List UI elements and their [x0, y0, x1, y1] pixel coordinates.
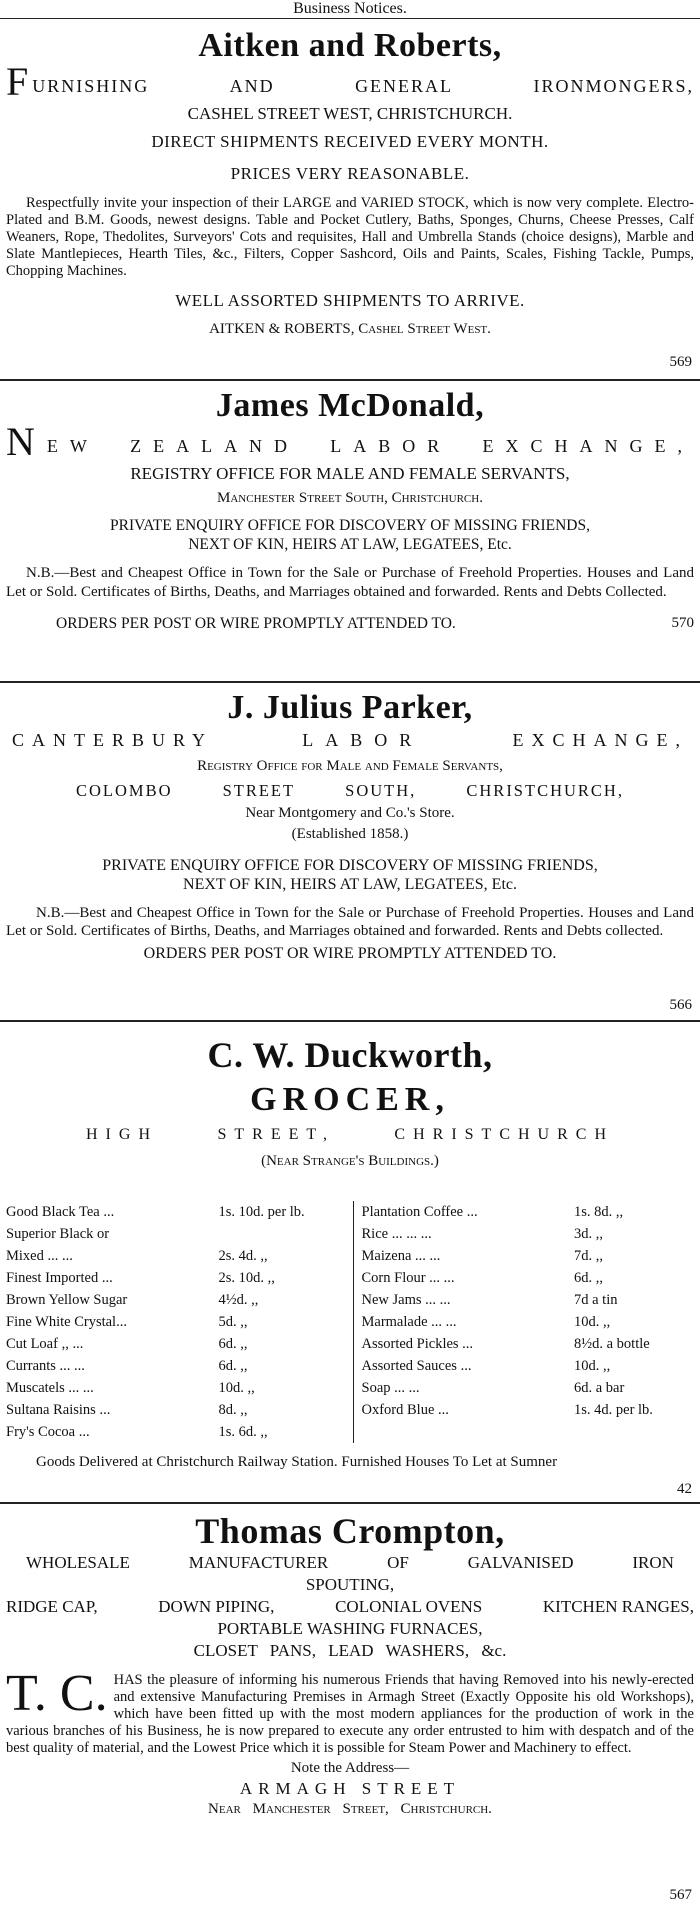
ad4-price-list	[6, 1201, 694, 1443]
ad3-trade-word-2: EXCHANGE,	[512, 730, 688, 750]
price-item: Muscatels ... ...	[6, 1380, 94, 1396]
ad1-name: Aitken and Roberts,	[198, 27, 502, 64]
running-head: Business Notices.	[0, 0, 700, 19]
ad4-trade: GROCER,	[250, 1081, 450, 1118]
price-row	[6, 1245, 339, 1267]
ad3-address-word-3: CHRISTCHURCH,	[466, 781, 624, 800]
ad2-orders: ORDERS PER POST OR WIRE PROMPTLY ATTENDED TO.	[56, 615, 456, 632]
price-item: Currants ... ...	[6, 1358, 85, 1374]
price-row	[362, 1223, 695, 1245]
ad4-address-word-0: HIGH	[86, 1126, 158, 1143]
price-item: Plantation Coffee ...	[361, 1204, 478, 1220]
price-row	[362, 1333, 695, 1355]
ad3-trade-word-0: CANTERBURY	[12, 730, 214, 750]
ad3-address-word-1: STREET	[222, 781, 296, 800]
ad2-trade-word-2: LABOR	[330, 436, 452, 456]
price-row	[6, 1201, 339, 1223]
price-value: 3d. ,,	[574, 1226, 603, 1242]
ad1-shipments: DIRECT SHIPMENTS RECEIVED EVERY MONTH.	[151, 132, 549, 151]
price-value: 6d. ,,	[218, 1336, 248, 1352]
price-item: Marmalade ... ...	[361, 1314, 457, 1330]
price-value	[219, 1223, 339, 1245]
ad5-body: HAS the pleasure of informing his numerous Friends that having Removed into his newly-erected and extensive Manufacturing Premises in Armagh Street (Exactly Opposite his old Workshops), which have been fitted up with the most modern appliances for the production of work in the various branches of his Business, he is now prepared to execute any order entrusted to him with despatch and of the best quality of material, and the Lowest Price which it is possible for Steam Power and Machinery to effect.	[6, 1672, 694, 1756]
ad3-address-word-0: COLOMBO	[76, 781, 173, 800]
ad3-trade-line	[6, 729, 694, 751]
ad3-number: 566	[669, 997, 692, 1013]
price-row	[362, 1267, 695, 1289]
price-item: Sultana Raisins ...	[6, 1402, 111, 1418]
ad2-number: 570	[671, 615, 694, 631]
ad5-line3-part-1: DOWN PIPING,	[158, 1597, 275, 1616]
price-row	[6, 1311, 339, 1333]
price-row	[6, 1289, 339, 1311]
price-item: Fine White Crystal...	[6, 1314, 127, 1330]
ad3-enquiry-2: NEXT OF KIN, HEIRS AT LAW, LEGATEES, Etc.	[183, 876, 517, 893]
ad3-address-word-2: SOUTH,	[345, 781, 417, 800]
ad2-trade-line	[6, 419, 694, 464]
price-row	[6, 1377, 339, 1399]
ad4-number: 42	[677, 1481, 692, 1497]
price-row	[362, 1289, 695, 1311]
price-value: 6d. ,,	[218, 1358, 248, 1374]
price-item: Soap ... ...	[361, 1380, 420, 1396]
ad4-footer: Goods Delivered at Christchurch Railway Station. Furnished Houses To Let at Sumner	[36, 1454, 558, 1470]
price-item: Assorted Pickles ...	[361, 1336, 474, 1352]
ad5-street: ARMAGH STREET	[239, 1779, 461, 1798]
price-row	[6, 1421, 339, 1443]
price-row	[6, 1333, 339, 1355]
ad5-dropcap: T. C.	[6, 1665, 108, 1722]
ad2-registry: REGISTRY OFFICE FOR MALE AND FEMALE SERVANTS,	[130, 464, 570, 483]
price-row	[362, 1245, 695, 1267]
ad1-trade-initial: F	[6, 59, 31, 104]
price-item: Superior Black or	[6, 1226, 110, 1242]
ad5-line2: SPOUTING,	[305, 1575, 395, 1594]
ad1-trade-word-2: GENERAL	[355, 76, 454, 96]
ad5-line5: CLOSET PANS, LEAD WASHERS, &c.	[193, 1641, 507, 1660]
ad1-number: 569	[669, 354, 692, 370]
ad5-line3	[6, 1596, 694, 1618]
ad1-address: CASHEL STREET WEST, CHRISTCHURCH.	[187, 104, 513, 123]
price-value: 1s. 6d. ,,	[218, 1424, 268, 1440]
ad-aitken-roberts	[0, 25, 700, 381]
ad5-near: Near Manchester Street, Christchurch.	[208, 1801, 492, 1817]
ad2-orders-row	[6, 614, 694, 633]
ad2-address: Manchester Street South, Christchurch.	[217, 490, 483, 506]
ad3-enquiry-1: PRIVATE ENQUIRY OFFICE FOR DISCOVERY OF MISSING FRIENDS,	[102, 857, 598, 874]
price-item: Corn Flour ... ...	[361, 1270, 455, 1286]
price-item: Brown Yellow Sugar	[6, 1292, 128, 1308]
ad-thomas-crompton	[0, 1510, 700, 1930]
price-item: Assorted Sauces ...	[361, 1358, 472, 1374]
ad1-signature	[6, 320, 694, 339]
price-item: Good Black Tea ...	[6, 1204, 115, 1220]
price-item: Finest Imported ...	[6, 1270, 113, 1286]
ad4-price-col-left	[6, 1201, 339, 1443]
ad5-line1-word-2: OF	[387, 1553, 409, 1572]
price-item: Maizena ... ...	[361, 1248, 441, 1264]
ad3-near: Near Montgomery and Co.'s Store.	[245, 805, 455, 821]
price-item: Rice ... ... ...	[361, 1226, 432, 1242]
ad1-trade-line	[6, 59, 694, 104]
ad1-prices: PRICES VERY REASONABLE.	[230, 164, 470, 183]
price-value: 6d. a bar	[574, 1380, 625, 1396]
price-value: 4½d. ,,	[218, 1292, 259, 1308]
ad2-trade-word-1: ZEALAND	[130, 436, 300, 456]
ad3-established: (Established 1858.)	[291, 826, 409, 842]
price-row	[362, 1311, 695, 1333]
price-value: 10d. ,,	[574, 1314, 611, 1330]
price-value: 8d. ,,	[218, 1402, 248, 1418]
ad3-name: J. Julius Parker,	[227, 689, 473, 726]
ad2-enquiry-1: PRIVATE ENQUIRY OFFICE FOR DISCOVERY OF MISSING FRIENDS,	[109, 517, 590, 534]
price-value: 8½d. a bottle	[574, 1336, 650, 1352]
ad1-sign-name: AITKEN & ROBERTS,	[209, 321, 355, 337]
ad5-line1	[6, 1552, 694, 1574]
ad2-body: N.B.—Best and Cheapest Office in Town for the Sale or Purchase of Freehold Properties. Houses and Land Let or Sold. Certificates of Births, Deaths, and Marriages obtained and forwarded. Rents and Debts Collected.	[6, 565, 694, 600]
ad3-trade-word-1: LABOR	[302, 730, 424, 750]
price-value: 1s. 4d. per lb.	[574, 1402, 653, 1418]
price-value: 10d. ,,	[218, 1380, 255, 1396]
price-row	[362, 1355, 695, 1377]
ad5-name: Thomas Crompton,	[195, 1511, 505, 1551]
price-value: 2s. 4d. ,,	[218, 1248, 268, 1264]
price-value: 7d. ,,	[574, 1248, 603, 1264]
ad4-near: (Near Strange's Buildings.)	[261, 1153, 439, 1169]
ad2-enquiry-2: NEXT OF KIN, HEIRS AT LAW, LEGATEES, Etc.	[188, 536, 512, 553]
ad1-trade-word-0: URNISHING	[32, 76, 150, 96]
price-row	[6, 1223, 339, 1245]
ad2-name: James McDonald,	[215, 387, 485, 424]
price-row	[6, 1267, 339, 1289]
ad1-body: Respectfully invite your inspection of their LARGE and VARIED STOCK, which is now very complete. Electro-Plated and B.M. Goods, newest designs. Table and Pocket Cutlery, Baths, Sponges, Churns, Cheese Presses, Calf Weaners, Rope, Thedolites, Surveyors' Cots and requisites, Hall and Umbrella Stands (choice designs), Marble and Slate Mantlepieces, Hearth Tiles, &c., Filters, Copper Sashcord, Oils and Paints, Scales, Fishing Tackle, Pumps, Chopping Machines.	[6, 195, 694, 279]
ad-j-julius-parker	[0, 687, 700, 1022]
ad5-line3-part-3: KITCHEN RANGES,	[542, 1597, 694, 1616]
ad5-line3-part-2: COLONIAL OVENS	[335, 1597, 483, 1616]
ad4-address-word-2: CHRISTCHURCH	[394, 1126, 614, 1143]
price-item: Cut Loaf ,, ...	[6, 1336, 84, 1352]
price-value: 5d. ,,	[218, 1314, 248, 1330]
ad5-line1-word-4: IRON	[632, 1553, 674, 1572]
ad2-trade-initial: N	[6, 419, 37, 464]
price-row	[6, 1355, 339, 1377]
ad4-address-line	[6, 1124, 694, 1146]
ad3-address-line	[6, 780, 694, 802]
ad5-note: Note the Address—	[290, 1760, 410, 1776]
ad5-line3-part-0: RIDGE CAP,	[6, 1597, 98, 1616]
ad1-trade-word-1: AND	[229, 76, 275, 96]
price-value: 7d a tin	[574, 1292, 618, 1308]
ad1-trade-word-3: IRONMONGERS,	[533, 76, 694, 96]
ad2-trade-word-0: EW	[46, 436, 99, 456]
ad5-body-block	[6, 1665, 694, 1757]
price-item: Mixed ... ...	[6, 1248, 73, 1264]
ad4-address-word-1: STREET,	[217, 1126, 335, 1143]
ad5-line1-word-1: MANUFACTURER	[188, 1553, 329, 1572]
ad3-orders: ORDERS PER POST OR WIRE PROMPTLY ATTENDED TO.	[143, 945, 557, 962]
ad-james-mcdonald	[0, 385, 700, 683]
ad5-line1-word-0: WHOLESALE	[26, 1553, 130, 1572]
ad-c-w-duckworth	[0, 1034, 700, 1504]
ad1-sign-address: Cashel Street West.	[358, 321, 491, 337]
price-value: 10d. ,,	[574, 1358, 611, 1374]
price-item: New Jams ... ...	[361, 1292, 451, 1308]
ad4-price-col-right	[353, 1201, 695, 1443]
price-row	[362, 1399, 695, 1421]
price-value: 2s. 10d. ,,	[218, 1270, 275, 1286]
price-item: Oxford Blue ...	[361, 1402, 449, 1418]
ad3-body: N.B.—Best and Cheapest Office in Town for the Sale or Purchase of Freehold Properties. Houses and Land Let or Sold. Certificates of Births, Deaths, and Marriages obtained and forwarded. Rents and Debts collected.	[6, 905, 694, 939]
ad4-name: C. W. Duckworth,	[207, 1035, 493, 1075]
ad5-line4: PORTABLE WASHING FURNACES,	[217, 1619, 483, 1638]
ad5-number: 567	[669, 1887, 692, 1903]
price-value: 1s. 8d. ,,	[574, 1204, 624, 1220]
ad1-assorted: WELL ASSORTED SHIPMENTS TO ARRIVE.	[175, 291, 525, 310]
price-row	[362, 1201, 695, 1223]
price-value: 1s. 10d. per lb.	[218, 1204, 305, 1220]
price-row	[362, 1377, 695, 1399]
ad3-registry: Registry Office for Male and Female Servants,	[197, 758, 503, 774]
price-row	[6, 1399, 339, 1421]
ad2-trade-word-3: EXCHANGE,	[482, 436, 694, 456]
price-value: 6d. ,,	[574, 1270, 603, 1286]
ad5-line1-word-3: GALVANISED	[467, 1553, 574, 1572]
price-item: Fry's Cocoa ...	[6, 1424, 90, 1440]
